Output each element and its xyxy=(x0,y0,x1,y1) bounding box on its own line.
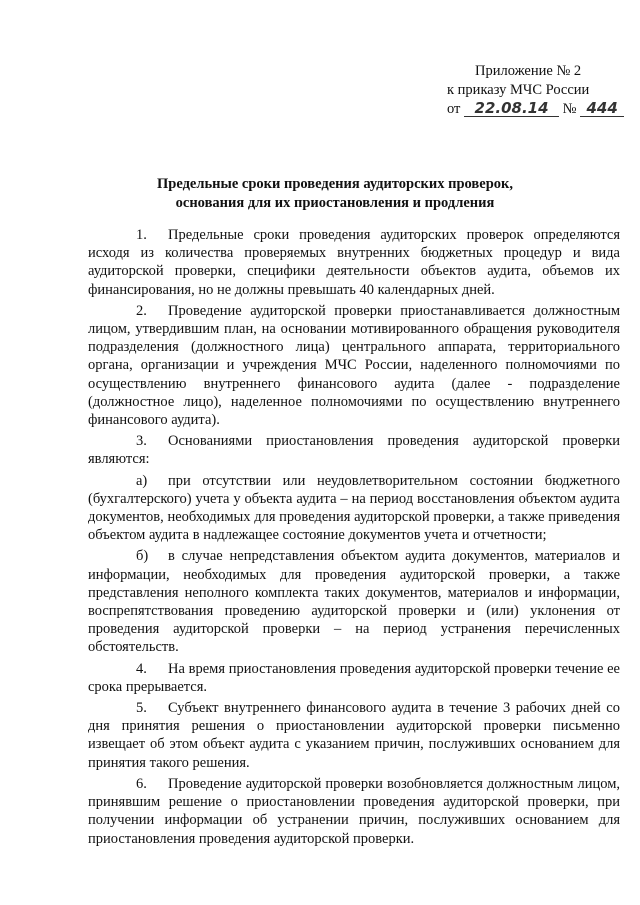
paragraph-number: 3. xyxy=(136,433,147,450)
paragraph-text: при отсутствии или неудовлетворительном состоянии бюджетного (бухгалтерского) учета у объекта аудита – на период восстановления объектом аудита документов, необходимых для проведения аудиторской проверки, а также приведения объектом аудита в надлежащее состояние документов учета и отчетности; xyxy=(88,472,620,544)
paragraph-number: б) xyxy=(136,548,149,565)
handwritten-date: 22.08.14 xyxy=(464,101,559,117)
appendix-header xyxy=(447,62,622,119)
handwritten-order-number: 444 xyxy=(580,101,624,117)
paragraph-number: 6. xyxy=(136,775,147,792)
paragraph-text: Предельные сроки проведения аудиторских проверок определяются исходя из количества проверяемых внутренних бюджетных процедур и вида аудиторской проверки, специфики деятельности объектов аудита, объемов их финансирования, но не должны превышать 40 календарных дней. xyxy=(88,227,620,298)
appendix-title: Приложение № 2 xyxy=(475,63,582,79)
paragraph-number: 4. xyxy=(136,660,147,677)
paragraph-number: а) xyxy=(136,472,148,489)
title-line-1: Предельные сроки проведения аудиторских проверок, xyxy=(157,176,513,192)
paragraph-3b xyxy=(88,547,620,656)
paragraph-text: Проведение аудиторской проверки возобновляется должностным лицом, принявшим решение о приостановлении проведения аудиторской проверки, при получении информации об устранении причин, послуживших основанием для приостановления проведения аудиторской проверки. xyxy=(88,775,620,847)
title-line-2: основания для их приостановления и продления xyxy=(175,195,495,211)
appendix-from-label: от xyxy=(447,101,461,117)
paragraph-6 xyxy=(88,775,620,848)
number-sign: № xyxy=(562,101,577,117)
document-title xyxy=(100,175,570,213)
paragraph-2 xyxy=(88,302,620,429)
paragraph-text: Проведение аудиторской проверки приостанавливается должностным лицом, утвердившим план, на основании мотивированного обращения руководителя подразделения (должностного лица) центрального аппарата, территориального органа, организации и учреждения МЧС России, наделенного полномочиями по осуществлению внутреннего финансового аудита (далее - подразделение (должностное лицо), наделенное полномочиями по осуществлению внутреннего финансового аудита). xyxy=(88,302,620,429)
paragraph-number: 5. xyxy=(136,700,147,717)
paragraph-text: Субъект внутреннего финансового аудита в течение 3 рабочих дней со дня принятия решения о приостановлении аудиторской проверки письменно извещает об этом объект аудита с указанием причин, послуживших основанием для принятия такого решения. xyxy=(88,700,620,771)
appendix-date-line xyxy=(447,100,622,119)
paragraph-number: 2. xyxy=(136,302,147,319)
paragraph-number: 1. xyxy=(136,227,147,243)
paragraph-3 xyxy=(88,432,620,468)
paragraph-text: На время приостановления проведения аудиторской проверки течение ее срока прерывается. xyxy=(88,660,620,695)
paragraph-text: в случае непредставления объектом аудита документов, материалов и информации, необходимых для проведения аудиторской проверки, а также представления неполного комплекта таких документов, материалов и информации, воспрепятствования проведению аудиторской проверки и (или) уклонения от проведения аудиторской проверки – на период устранения перечисленных обстоятельств. xyxy=(88,548,620,656)
document-body xyxy=(88,226,620,848)
paragraph-1 xyxy=(88,226,620,299)
paragraph-4 xyxy=(88,660,620,696)
paragraph-3a xyxy=(88,472,620,545)
appendix-order-ref: к приказу МЧС России xyxy=(447,82,590,98)
paragraph-5 xyxy=(88,699,620,772)
paragraph-text: Основаниями приостановления проведения аудиторской проверки являются: xyxy=(88,433,620,468)
